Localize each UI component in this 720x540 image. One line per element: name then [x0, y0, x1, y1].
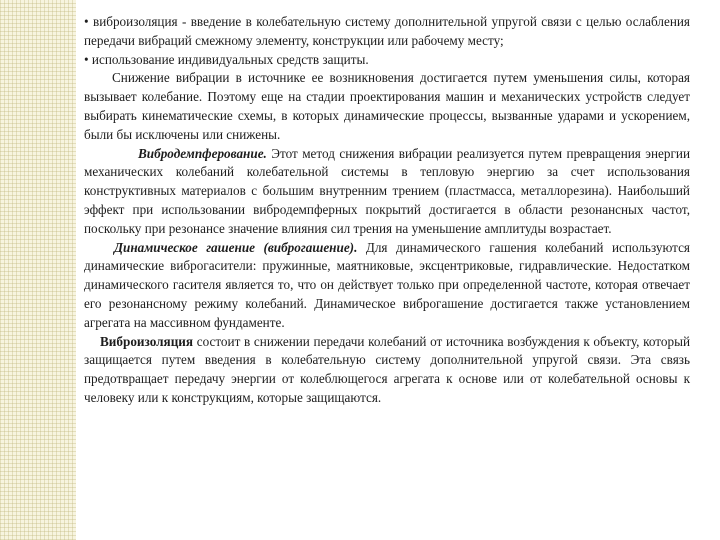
term-damping: Вибродемпферование. [138, 145, 267, 161]
term-dynamic-damping: Динамическое гашение (виброгашение). [114, 239, 358, 255]
document-page [84, 13, 690, 408]
paragraph-dynamic-damping-text: Для динамического гашения колебаний используются динамические виброгасители: пружинные, маятниковые, эксцентриковые, гидравлические. Недостатком динамического гасителя является то, что он действует только при определенной частоте, которая отвечает его резонансному режиму колебаний. Динамическое виброгашение достигается также установлением агрегата на массивном фундаменте. [84, 239, 690, 330]
paragraph-damping [84, 145, 690, 239]
paragraph-damping-text: Этот метод снижения вибрации реализуется путем превращения энергии механических колебаний колебательной системы в тепловую энергию за счет использования конструктивных материалов с большим внутренним трением (пластмасса, металлорезина). Наибольший эффект при использовании вибродемпферных покрытий достигается в области резонансных частот, поскольку при резонансе значение влияния сил трения на уменьшение амплитуды возрастает. [84, 145, 690, 236]
paragraph-isolation-text: состоит в снижении передачи колебаний от источника возбуждения к объекту, который защищается путем введения в колебательную систему дополнительной упругой связи. Эта связь предотвращает передачу энергии от колеблющегося агрегата к основе или от колебательной основы к человеку или к конструкциям, которые защищаются. [84, 333, 690, 405]
paragraph-dynamic-damping [84, 239, 690, 333]
bullet-personal-protection: • использование индивидуальных средств защиты. [84, 51, 369, 67]
paragraph-source-reduction: Снижение вибрации в источнике ее возникновения достигается путем уменьшения силы, которая вызывает колебание. Поэтому еще на стадии проектирования машин и механических устройств следует выбирать кинематические схемы, в которых динамические процессы, вызванные ударами и ускорением, были бы исключены или снижены. [84, 70, 690, 142]
decorative-side-strip [0, 0, 76, 540]
term-isolation: Виброизоляция [100, 333, 194, 349]
bullet-vibration-isolation: • виброизоляция - введение в колебательную систему дополнительной упругой связи с целью ослабления передачи вибраций смежному элементу, конструкции или рабочему месту; [84, 14, 690, 48]
paragraph-isolation [84, 333, 690, 408]
